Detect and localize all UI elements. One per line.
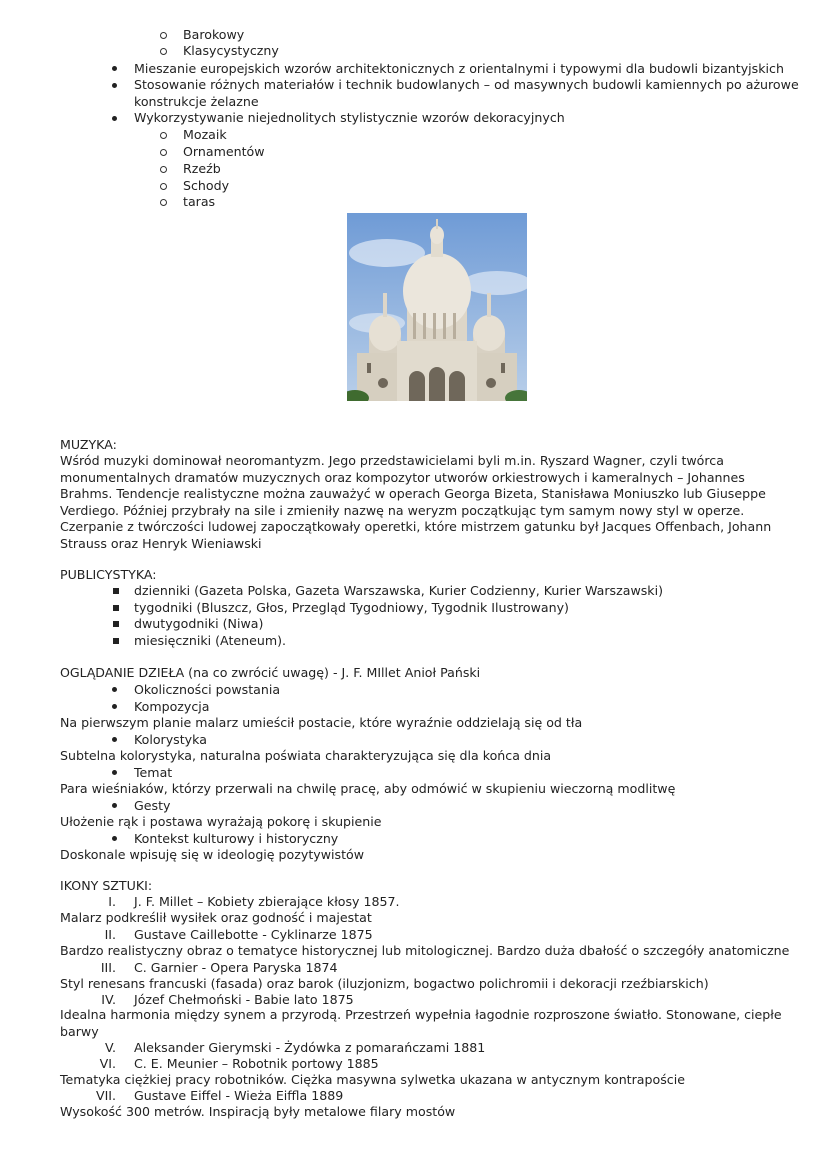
paragraph: Doskonale wpisuję się w ideologię pozytywistów (60, 847, 365, 862)
dot-bullet-icon (112, 836, 117, 841)
square-bullet-icon (113, 588, 119, 594)
dot-bullet-icon (112, 803, 117, 808)
list-item: Aleksander Gierymski - Żydówka z pomarańczami 1881 (134, 1040, 486, 1055)
list-item: Gustave Eiffel - Wieża Eiffla 1889 (134, 1088, 344, 1103)
list-item: Rzeźb (183, 161, 221, 176)
list-item: Schody (183, 178, 230, 193)
list-item: Kontekst kulturowy i historyczny (134, 831, 339, 846)
list-item: miesięczniki (Ateneum). (134, 633, 287, 648)
paragraph: Tematyka ciężkiej pracy robotników. Ciężka masywna sylwetka ukazana w antycznym kontrapoście (60, 1072, 685, 1087)
music-paragraph: Wśród muzyki dominował neoromantyzm. Jego przedstawicielami byli m.in. Ryszard Wagner, czyli twórca monumentalnych dramatów muzycznych oraz kompozytor utworów orkiestrowych i kameralnych – Johannes Brahms. Tendencje realistyczne można zauważyć w operach Georga Bizeta, Stanisława Moniuszko lub Giuseppe Verdiego. Później przybrały na sile i zmieniły nazwę na weryzm początkując tym samym nowy styl w operze. Czerpanie z twórczości ludowej zapoczątkowały operetki, które mistrzem gatunku był Jacques Offenbach, Johann Strauss oraz Henryk Wieniawski (60, 453, 772, 551)
dot-bullet-icon (112, 770, 117, 775)
dot-bullet-icon (112, 83, 117, 88)
section-heading: PUBLICYSTYKA: (60, 567, 157, 582)
roman-numeral: II. (104, 927, 116, 942)
list-item: Mieszanie europejskich wzorów architektonicznych z orientalnymi i typowymi dla budowli bizantyjskich (134, 61, 784, 76)
dot-bullet-icon (112, 704, 117, 709)
list-item: Stosowanie różnych materiałów i technik budowlanych – od masywnych budowli kamiennych po ażurowe konstrukcje żelazne (134, 77, 799, 109)
circle-bullet-icon (160, 199, 167, 206)
paragraph: Bardzo realistyczny obraz o tematyce historycznej lub mitologicznej. Bardzo duża dbałość o szczegóły anatomiczne (60, 943, 790, 958)
list-item: C. Garnier - Opera Paryska 1874 (134, 960, 338, 975)
square-bullet-icon (113, 605, 119, 611)
list-item: Klasycystyczny (183, 43, 279, 58)
circle-bullet-icon (160, 149, 167, 156)
roman-numeral: III. (100, 960, 116, 975)
paragraph: Na pierwszym planie malarz umieścił postacie, które wyraźnie oddzielają się od tła (60, 715, 583, 730)
roman-numeral: IV. (101, 992, 116, 1007)
paragraph: Para wieśniaków, którzy przerwali na chwilę pracę, aby odmówić w skupieniu wieczorną modlitwę (60, 781, 676, 796)
list-item: C. E. Meunier – Robotnik portowy 1885 (134, 1056, 379, 1071)
list-item: Mozaik (183, 127, 227, 142)
paragraph: Wysokość 300 metrów. Inspiracją były metalowe filary mostów (60, 1104, 456, 1119)
section-heading: MUZYKA: (60, 437, 117, 452)
list-item: Barokowy (183, 27, 245, 42)
paragraph: Malarz podkreślił wysiłek oraz godność i majestat (60, 910, 372, 925)
circle-bullet-icon (160, 32, 167, 39)
roman-numeral: VII. (95, 1088, 116, 1103)
roman-numeral: V. (105, 1040, 116, 1055)
section-heading: OGLĄDANIE DZIEŁA (na co zwrócić uwagę) - J. F. MIllet Anioł Pański (60, 665, 481, 680)
circle-bullet-icon (160, 48, 167, 55)
list-item: J. F. Millet – Kobiety zbierające kłosy 1857. (134, 894, 400, 909)
circle-bullet-icon (160, 183, 167, 190)
paragraph: Idealna harmonia między synem a przyrodą. Przestrzeń wypełnia łagodnie rozproszone światło. Stonowane, ciepłe barwy (60, 1007, 782, 1039)
circle-bullet-icon (160, 166, 167, 173)
section-heading: IKONY SZTUKI: (60, 878, 153, 893)
paragraph: Styl renesans francuski (fasada) oraz barok (iluzjonizm, bogactwo polichromii i dekoracji rzeźbiarskich) (60, 976, 709, 991)
list-item: Gustave Caillebotte - Cyklinarze 1875 (134, 927, 373, 942)
list-item: tygodniki (Bluszcz, Głos, Przegląd Tygodniowy, Tygodnik Ilustrowany) (134, 600, 569, 615)
dot-bullet-icon (112, 737, 117, 742)
square-bullet-icon (113, 621, 119, 627)
list-item: Kompozycja (134, 699, 210, 714)
dot-bullet-icon (112, 66, 117, 71)
list-item: Wykorzystywanie niejednolitych stylistycznie wzorów dekoracyjnych (134, 110, 565, 125)
list-item: Józef Chełmoński - Babie lato 1875 (134, 992, 354, 1007)
roman-numeral: VI. (99, 1056, 116, 1071)
list-item: dwutygodniki (Niwa) (134, 616, 264, 631)
list-item: dzienniki (Gazeta Polska, Gazeta Warszawska, Kurier Codzienny, Kurier Warszawski) (134, 583, 664, 598)
list-item: taras (183, 194, 216, 209)
list-item: Kolorystyka (134, 732, 207, 747)
dot-bullet-icon (112, 116, 117, 121)
square-bullet-icon (113, 638, 119, 644)
list-item: Okoliczności powstania (134, 682, 281, 697)
circle-bullet-icon (160, 132, 167, 139)
list-item: Ornamentów (183, 144, 265, 159)
roman-numeral: I. (108, 894, 116, 909)
dot-bullet-icon (112, 687, 117, 692)
list-item: Temat (134, 765, 173, 780)
paragraph: Ułożenie rąk i postawa wyrażają pokorę i skupienie (60, 814, 382, 829)
paragraph: Subtelna kolorystyka, naturalna poświata charakteryzująca się dla końca dnia (60, 748, 552, 763)
basilica-photo (347, 213, 527, 401)
list-item: Gesty (134, 798, 171, 813)
